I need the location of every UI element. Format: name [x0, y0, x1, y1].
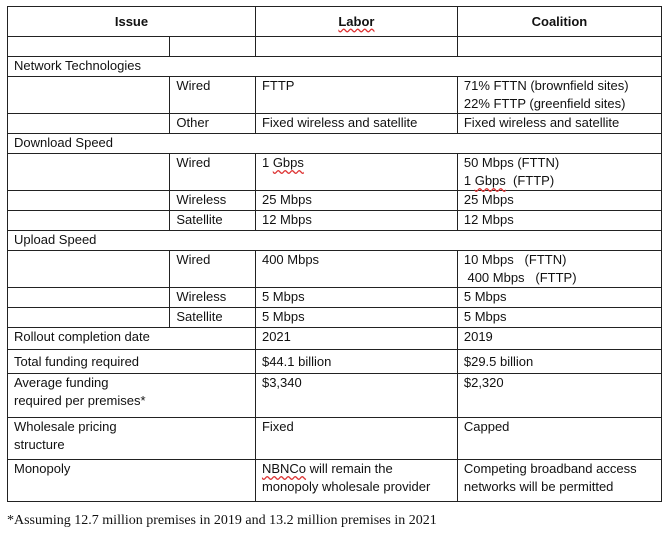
- total-funding-coalition: $29.5 billion: [457, 350, 661, 374]
- avg-funding-label: Average funding required per premises*: [8, 374, 256, 418]
- network-other-coalition: Fixed wireless and satellite: [457, 114, 661, 134]
- upload-satellite-labor: 5 Mbps: [255, 308, 457, 328]
- rollout-label: Rollout completion date: [8, 328, 256, 350]
- upload-wireless-label: Wireless: [170, 288, 256, 308]
- upload-satellite-coalition: 5 Mbps: [457, 308, 661, 328]
- row-download-satellite: [8, 211, 662, 231]
- network-other-label: Other: [170, 114, 256, 134]
- rollout-labor: 2021: [255, 328, 457, 350]
- row-download-wireless: [8, 191, 662, 211]
- avg-funding-labor: $3,340: [255, 374, 457, 418]
- section-row-upload: [8, 231, 662, 251]
- upload-wireless-coalition: 5 Mbps: [457, 288, 661, 308]
- upload-wired-label: Wired: [170, 251, 256, 288]
- section-label-network: Network Technologies: [8, 57, 662, 77]
- row-network-wired: [8, 77, 662, 114]
- download-satellite-labor: 12 Mbps: [255, 211, 457, 231]
- row-pricing: [8, 418, 662, 460]
- section-label-upload: Upload Speed: [8, 231, 662, 251]
- download-satellite-coalition: 12 Mbps: [457, 211, 661, 231]
- monopoly-label: Monopoly: [8, 460, 256, 502]
- download-satellite-label: Satellite: [170, 211, 256, 231]
- pricing-coalition: Capped: [457, 418, 661, 460]
- row-upload-wired: [8, 251, 662, 288]
- header-coalition: Coalition: [457, 7, 661, 37]
- section-row-network: [8, 57, 662, 77]
- row-upload-wireless: [8, 288, 662, 308]
- row-download-wired: [8, 154, 662, 191]
- row-monopoly: [8, 460, 662, 502]
- total-funding-label: Total funding required: [8, 350, 256, 374]
- row-network-other: [8, 114, 662, 134]
- download-wireless-labor: 25 Mbps: [255, 191, 457, 211]
- rollout-coalition: 2019: [457, 328, 661, 350]
- upload-wired-labor: 400 Mbps: [255, 251, 457, 288]
- monopoly-coalition: Competing broadband access networks will be permitted: [457, 460, 661, 502]
- row-avg-funding: [8, 374, 662, 418]
- download-wireless-coalition: 25 Mbps: [457, 191, 661, 211]
- avg-funding-coalition: $2,320: [457, 374, 661, 418]
- row-total-funding: [8, 350, 662, 374]
- nbn-policy-comparison-table: [7, 6, 662, 502]
- comparison-table-wrapper: [7, 6, 662, 502]
- download-wired-labor: 1 Gbps: [255, 154, 457, 191]
- row-rollout: [8, 328, 662, 350]
- network-wired-coalition: 71% FTTN (brownfield sites) 22% FTTP (greenfield sites): [457, 77, 661, 114]
- footnote: *Assuming 12.7 million premises in 2019 and 13.2 million premises in 2021: [7, 513, 437, 528]
- section-row-download: [8, 134, 662, 154]
- header-labor: Labor: [255, 7, 457, 37]
- pricing-label: Wholesale pricing structure: [8, 418, 256, 460]
- header-row: [8, 7, 662, 37]
- row-upload-satellite: [8, 308, 662, 328]
- network-wired-labor: FTTP: [255, 77, 457, 114]
- total-funding-labor: $44.1 billion: [255, 350, 457, 374]
- header-issue: Issue: [8, 7, 256, 37]
- monopoly-labor: NBNCo will remain the monopoly wholesale provider: [255, 460, 457, 502]
- network-wired-label: Wired: [170, 77, 256, 114]
- download-wireless-label: Wireless: [170, 191, 256, 211]
- download-wired-coalition: 50 Mbps (FTTN) 1 Gbps (FTTP): [457, 154, 661, 191]
- section-label-download: Download Speed: [8, 134, 662, 154]
- spacer-row: [8, 37, 662, 57]
- network-other-labor: Fixed wireless and satellite: [255, 114, 457, 134]
- upload-wireless-labor: 5 Mbps: [255, 288, 457, 308]
- upload-wired-coalition: 10 Mbps (FTTN) 400 Mbps (FTTP): [457, 251, 661, 288]
- download-wired-label: Wired: [170, 154, 256, 191]
- upload-satellite-label: Satellite: [170, 308, 256, 328]
- pricing-labor: Fixed: [255, 418, 457, 460]
